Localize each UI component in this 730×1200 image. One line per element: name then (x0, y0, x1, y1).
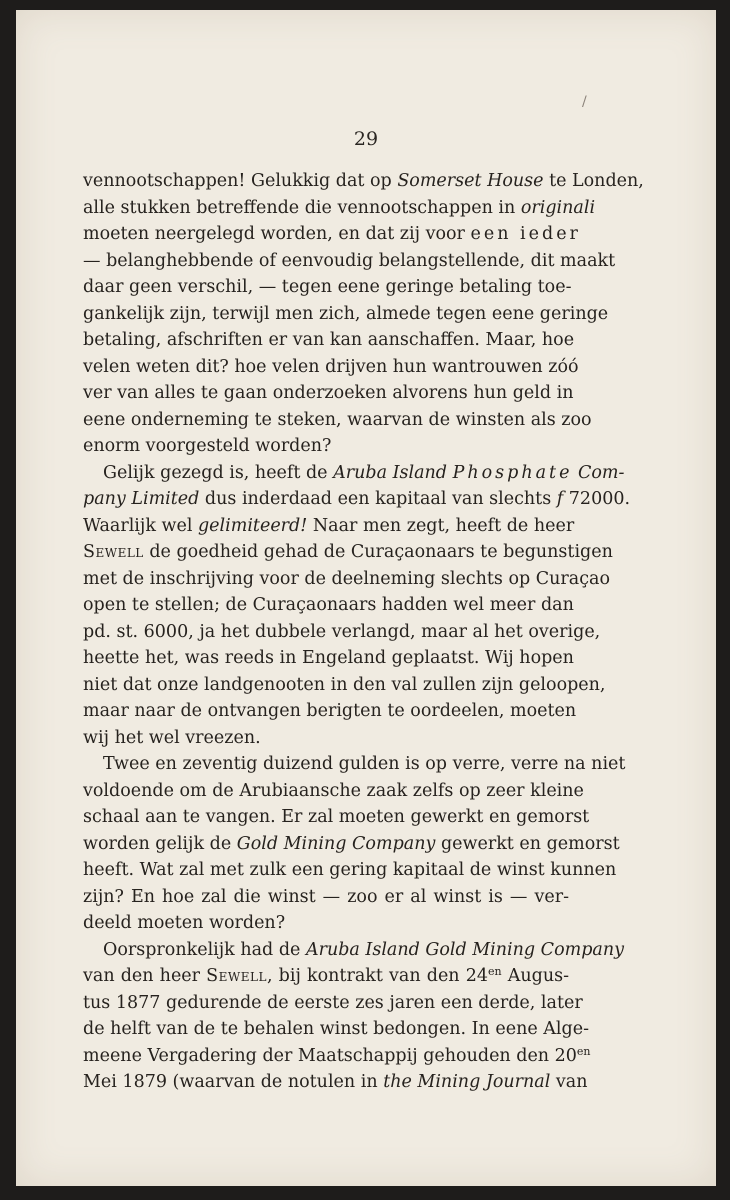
text-line: zijn? En hoe zal die winst — zoo er al winst is — ver- (83, 886, 569, 907)
book-page (16, 10, 716, 1186)
text-line: pany Limited dus inderdaad een kapitaal van slechts f 72000. (83, 489, 631, 509)
text-line: Mei 1879 (waarvan de notulen in the Mining Journal van (83, 1072, 588, 1092)
text-line: gankelijk zijn, terwijl men zich, almede tegen eene geringe (83, 303, 609, 324)
text-line: Sewell de goedheid gehad de Curaçaonaars te begunstigen (83, 542, 613, 562)
text-line: schaal aan te vangen. Er zal moeten gewerkt en gemorst (83, 807, 590, 827)
text-line: enorm voorgesteld worden? (83, 436, 332, 456)
text-line: worden gelijk de Gold Mining Company gewerkt en gemorst (83, 833, 620, 854)
text-line: alle stukken betreffende die vennootschappen in originali (83, 197, 596, 218)
text-line: de helft van de te behalen winst bedongen. In eene Alge- (83, 1019, 589, 1039)
text-line: ver van alles te gaan onderzoeken alvorens hun geld in (83, 383, 574, 403)
text-line: Gelijk gezegd is, heeft de Aruba Island Phosphate Com- (103, 462, 625, 483)
text-line: Waarlijk wel gelimiteerd! Naar men zegt, heeft de heer (83, 515, 575, 536)
text-line: Twee en zeventig duizend gulden is op verre, verre na niet (103, 754, 626, 774)
page-number: 29 (353, 128, 379, 150)
text-line: niet dat onze landgenooten in den val zullen zijn geloopen, (83, 674, 606, 695)
text-line: wij het wel vreezen. (83, 727, 261, 748)
text-line: voldoende om de Arubiaansche zaak zelfs op zeer kleine (83, 780, 584, 801)
text-line: open te stellen; de Curaçaonaars hadden wel meer dan (83, 595, 574, 615)
text-line: betaling, afschriften er van kan aanschaffen. Maar, hoe (83, 330, 575, 350)
text-line: eene onderneming te steken, waarvan de winsten als zoo (83, 409, 592, 430)
text-line: van den heer Sewell, bij kontrakt van den $24^{en}$ Augus- (83, 965, 570, 986)
text-line: vennootschappen! Gelukkig dat op Somerset House te Londen, (83, 171, 644, 191)
text-line: — belanghebbende of eenvoudig belangstellende, dit maakt (83, 250, 616, 271)
text-line: velen weten dit? hoe velen drijven hun wantrouwen zóó (83, 356, 579, 377)
text-line: heeft. Wat zal met zulk een gering kapitaal de winst kunnen (83, 860, 617, 880)
text-line: Oorspronkelijk had de Aruba Island Gold Mining Company (103, 939, 624, 960)
body-text (83, 168, 644, 1096)
text-line: moeten neergelegd worden, en dat zij voor een ieder (83, 224, 581, 244)
text-line: deeld moeten worden? (83, 913, 286, 933)
text-line: heette het, was reeds in Engeland geplaatst. Wij hopen (83, 648, 574, 668)
text-line: meene Vergadering der Maatschappij gehouden den $20^{en}$ (83, 1044, 591, 1066)
text-line: daar geen verschil, — tegen eene geringe betaling toe- (83, 277, 572, 297)
text-line: met de inschrijving voor de deelneming slechts op Curaçao (83, 568, 610, 589)
text-line: maar naar de ontvangen berigten te oordeelen, moeten (83, 701, 577, 721)
text-line: tus 1877 gedurende de eerste zes jaren een derde, later (83, 992, 583, 1013)
text-line: pd. st. 6000, ja het dubbele verlangd, maar al het overige, (83, 621, 601, 642)
pencil-mark: / (582, 94, 587, 110)
